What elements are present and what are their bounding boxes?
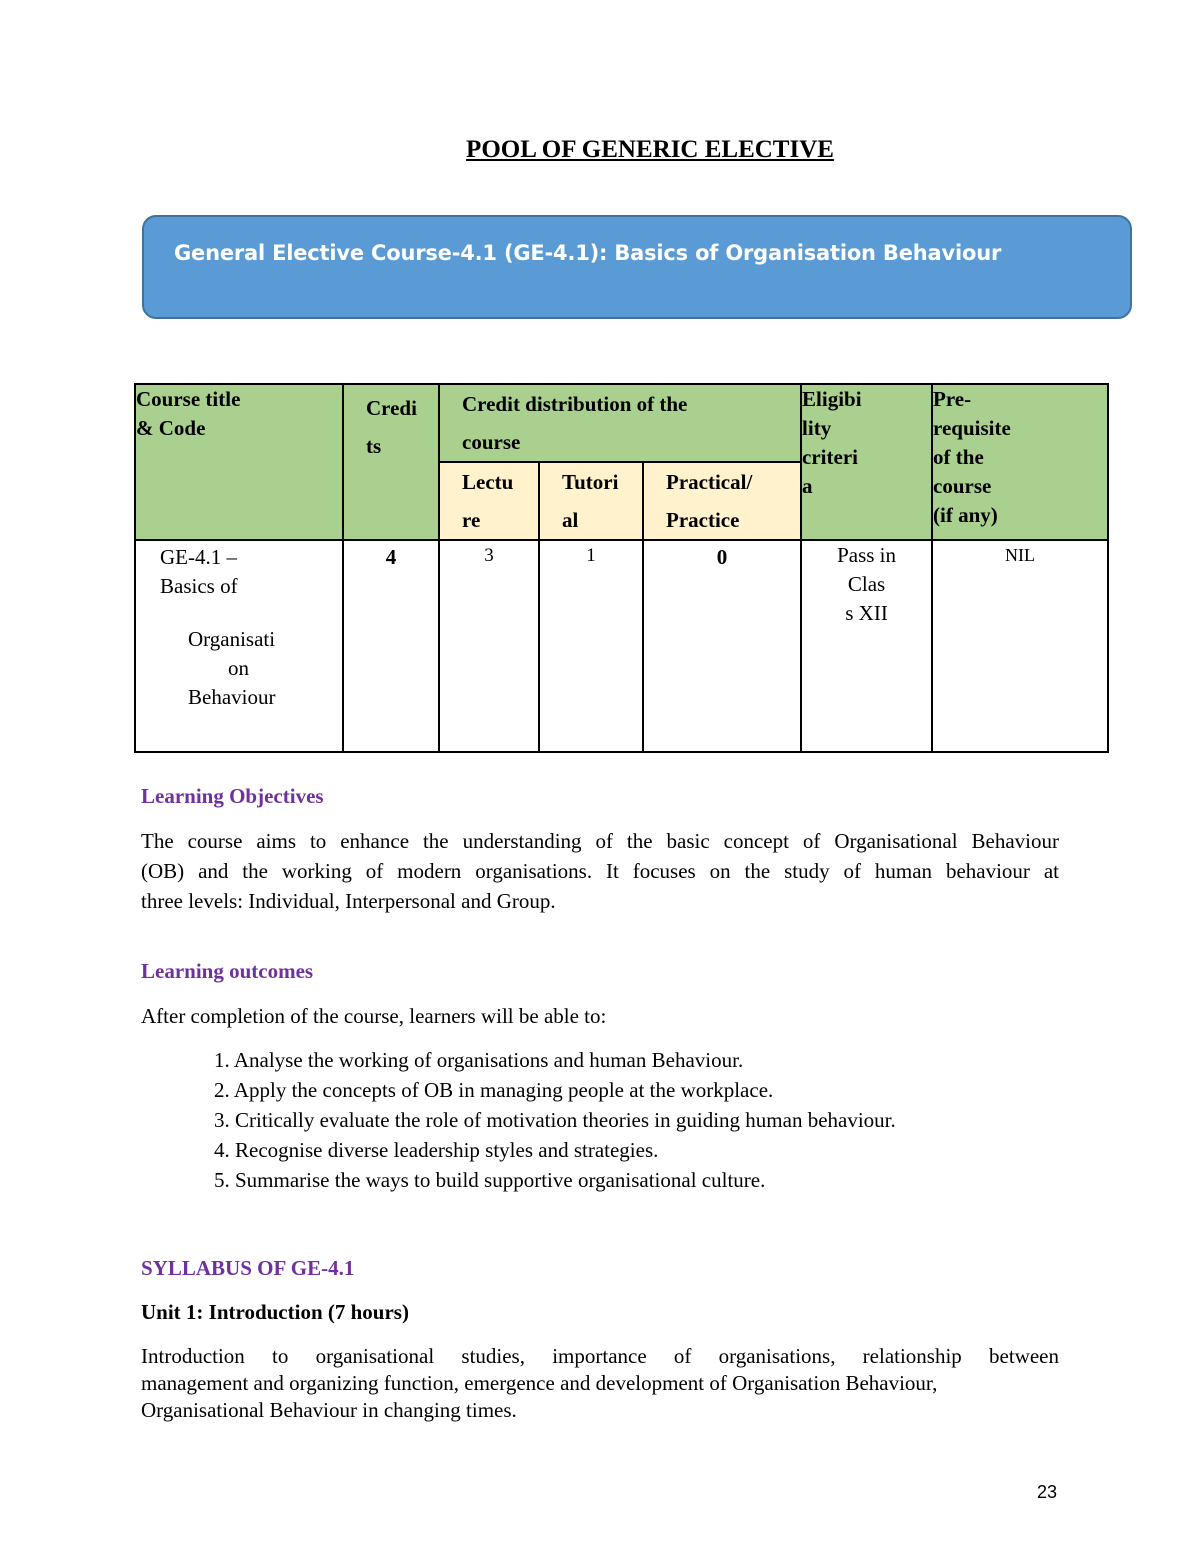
header-prerequisite: Pre- requisite of the course (if any) — [932, 384, 1108, 540]
header-credits: Credi ts — [343, 384, 439, 540]
cell-prerequisite: NIL — [932, 540, 1108, 752]
learning-objectives-heading: Learning Objectives — [141, 784, 324, 808]
header-tutorial: Tutori al — [539, 462, 643, 540]
page-title: POOL OF GENERIC ELECTIVE — [466, 136, 834, 163]
cell-credits: 4 — [343, 540, 439, 752]
header-practical: Practical/ Practice — [643, 462, 801, 540]
cell-course-title: GE-4.1 – Basics of Organisati on Behaviour — [135, 540, 343, 752]
course-info-table — [134, 383, 1109, 753]
unit-1-heading: Unit 1: Introduction (7 hours) — [141, 1300, 409, 1324]
page-number: 23 — [1037, 1482, 1058, 1502]
list-item: 2. Apply the concepts of OB in managing people at the workplace. — [214, 1078, 774, 1102]
learning-outcomes-heading: Learning outcomes — [141, 959, 314, 983]
list-item: 3. Critically evaluate the role of motivation theories in guiding human behaviour. — [214, 1108, 896, 1132]
syllabus-heading: SYLLABUS OF GE-4.1 — [141, 1256, 355, 1280]
course-banner-label: General Elective Course-4.1 (GE-4.1): Basics of Organisation Behaviour — [174, 241, 1002, 265]
learning-objectives-text: The course aims to enhance the understanding of the basic concept of Organisational Behaviour (OB) and the working of modern organisations. It focuses on the study of human behaviour at three levels: Individual, Interpersonal and Group. — [141, 829, 1059, 913]
cell-eligibility: Pass in Clas s XII — [801, 540, 932, 752]
header-eligibility: Eligibi lity criteri a — [801, 384, 932, 540]
list-item: 5. Summarise the ways to build supportive organisational culture. — [214, 1168, 766, 1192]
header-course-title: Course title & Code — [135, 384, 343, 540]
list-item: 1. Analyse the working of organisations and human Behaviour. — [214, 1048, 744, 1072]
cell-tutorial: 1 — [539, 540, 643, 752]
list-item: 4. Recognise diverse leadership styles and strategies. — [214, 1138, 659, 1162]
header-lecture: Lectu re — [439, 462, 539, 540]
header-credit-distribution: Credit distribution of the course — [439, 384, 801, 462]
unit-1-text: Introduction to organisational studies, importance of organisations, relationship between management and organizing function, emergence and development of Organisation Behaviour, Organisational Behaviour in changing times. — [141, 1344, 1059, 1422]
learning-outcomes-intro: After completion of the course, learners will be able to: — [141, 1004, 607, 1028]
learning-outcomes-list — [214, 1045, 896, 1195]
cell-practical: 0 — [643, 540, 801, 752]
cell-lecture: 3 — [439, 540, 539, 752]
course-banner — [142, 215, 1132, 319]
